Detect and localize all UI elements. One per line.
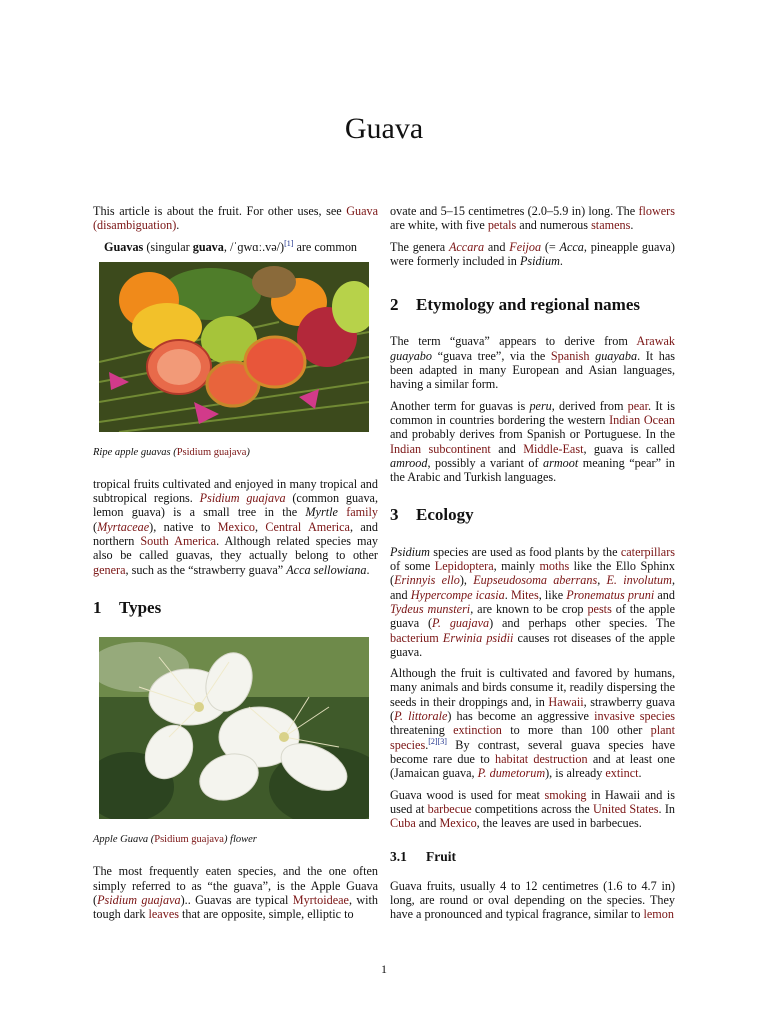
mexico-link[interactable]: Mexico [217,519,255,534]
accara-link[interactable]: Accara [448,239,485,254]
spanish-link[interactable]: Spanish [550,348,590,363]
plant-species-link[interactable]: plant species [390,723,675,752]
smoking-link[interactable]: smoking [544,787,587,802]
pests-link[interactable]: pests [587,601,612,616]
hypercompe-icasia-link[interactable]: Hypercompe icasia [410,587,505,602]
pear-link[interactable]: pear [627,398,648,413]
figure-1-caption: Ripe apple guavas (Psidium guajava) [93,446,250,458]
psidium-guajava-link[interactable]: Psidium guajava [176,446,247,458]
ecology-invasive-paragraph: Although the fruit is cultivated and favored by humans, many animals and birds consume it, readily dispersing the seeds in their droppings and, in Hawaii, strawberry guava (P. littorale) has become an aggressive invasive species threatening extinction to more than 100 other plant species.[2][3] By contrast, several guava species have become rare due to habitat destruction and at least one (Jamaican guava, P. dumetorum), is already extinct. [390,666,675,781]
mexico-link[interactable]: Mexico [439,816,477,831]
barbecue-link[interactable]: barbecue [427,801,472,816]
intro-paragraph: Guavas (singular guava, /ˈɡwɑː.və/)[1] are common [104,238,358,254]
ecology-paragraph: Psidium species are used as food plants by the caterpillars of some Lepidoptera, mainly moths like the Ello Sphinx (Erinnyis ello), Eupseudosoma aberrans, E. involutum, and Hypercompe icasia. Mites, like Pronematus pruni and Tydeus munsteri, are known to be crop pests of the apple guava (P. guajava) and perhaps other species. The bacterium Erwinia psidii causes rot diseases of the apple guava. [390,544,676,659]
section-heading-fruit: 3.1 Fruit [390,849,456,865]
figure-2-caption: Apple Guava (Psidium guajava) flower [93,834,257,846]
p-littorale-link[interactable]: P. littorale [394,709,448,724]
myrtaceae-link[interactable]: Myrtaceae [97,519,150,534]
bacterium-link[interactable]: bacterium [390,630,439,645]
extinction-link[interactable]: extinction [453,723,502,738]
tydeus-munsteri-link[interactable]: Tydeus munsteri [390,601,471,616]
flowers-link[interactable]: flowers [638,204,675,218]
erinnyis-ello-link[interactable]: Erinnyis ello [394,573,460,588]
petals-link[interactable]: petals [487,218,517,233]
page-number: 1 [381,962,387,976]
left-column [93,204,378,928]
psidium-guajava-link[interactable]: Psidium guajava [199,491,286,506]
leaves-link[interactable]: leaves [148,907,179,922]
united-states-link[interactable]: United States [592,801,659,816]
ripe-guavas-image [99,262,369,432]
etymology-paragraph: The term “guava” appears to derive from Arawak guayabo “guava tree”, via the Spanish guayaba. It has been adapted in many European and Asian languages, having a similar form. [390,334,675,392]
central-america-link[interactable]: Central America [265,519,350,534]
ecology-wood-paragraph: Guava wood is used for meat smoking in Hawaii and is used at barbecue competitions across the United States. In Cuba and Mexico, the leaves are used in barbecues. [390,787,675,831]
reference-1[interactable]: [1] [284,238,294,248]
indian-ocean-link[interactable]: Indian Ocean [609,412,675,427]
intro-paragraph-continued: tropical fruits cultivated and enjoyed in many tropical and subtropical regions. Psidium guajava (common guava, lemon guava) is a small tree in the Myrtle family (Myrtaceae), native to Mexico, Central America, and northern South America. Although related species may also be called guavas, they actually belong to other genera, such as the “strawberry guava” Acca sellowiana. [93,476,379,577]
arawak-link[interactable]: Arawak [636,334,675,349]
p-dumetorum-link[interactable]: P. dumetorum [477,766,546,781]
genera-paragraph: The genera Accara and Feijoa (= Acca, pineapple guava) were formerly included in Psidium. [390,239,675,268]
feijoa-link[interactable]: Feijoa [509,239,542,254]
fruit-paragraph: Guava fruits, usually 4 to 12 centimetres (1.6 to 4.7 in) long, are round or oval depending on the species. They have a pronounced and typical fragrance, similar to lemon [390,878,675,922]
habitat-destruction-link[interactable]: habitat destruction [495,751,588,766]
family-link[interactable]: family [346,505,379,520]
hawaii-link[interactable]: Hawaii [548,694,584,709]
reference-2-3[interactable]: [2][3] [428,736,447,746]
invasive-species-link[interactable]: invasive species [594,709,675,724]
regional-names-paragraph: Another term for guavas is peru, derived from pear. It is common in countries bordering the western Indian Ocean and probably derives from Spanish or Portuguese. In the Indian subcontinent and Middle-East, guava is called amrood, possibly a variant of armoot meaning “pear” in the Arabic and Turkish languages. [390,398,675,485]
lepidoptera-link[interactable]: Lepidoptera [434,559,494,574]
hatnote: This article is about the fruit. For other uses, see Guava (disambiguation). [93,204,378,233]
lemon-link[interactable]: lemon [643,907,674,922]
types-paragraph-continued: ovate and 5–15 centimetres (2.0–5.9 in) long. The flowers are white, with five petals and numerous stamens. [390,204,675,233]
indian-subcontinent-link[interactable]: Indian subcontinent [390,441,491,456]
south-america-link[interactable]: South America [140,534,217,549]
stamens-link[interactable]: stamens [591,218,631,233]
genera-link[interactable]: genera [93,562,126,577]
eupseudosoma-aberrans-link[interactable]: Eupseudosoma aberrans [473,573,598,588]
extinct-link[interactable]: extinct [605,766,639,781]
middle-east-link[interactable]: Middle-East [523,441,584,456]
cuba-link[interactable]: Cuba [390,816,416,831]
psidium-guajava-link[interactable]: Psidium guajava [97,892,181,907]
moths-link[interactable]: moths [539,559,570,574]
p-guajava-link[interactable]: P. guajava [432,616,490,631]
e-involutum-link[interactable]: E. involutum [606,573,672,588]
disambiguation-link[interactable]: Guava (disambiguation) [93,204,378,233]
erwinia-psidii-link[interactable]: Erwinia psidii [442,630,514,645]
myrtoideae-link[interactable]: Myrtoideae [292,892,349,907]
right-column [390,204,675,929]
section-heading-ecology: 3 Ecology [390,505,474,525]
section-heading-types: 1 Types [93,597,162,617]
types-paragraph: The most frequently eaten species, and the one often simply referred to as “the guava”, is the Apple Guava (Psidium guajava).. Guavas are typical Myrtoideae, with tough dark leaves that are opposite, simple, elliptic to [93,864,378,922]
pronematus-pruni-link[interactable]: Pronematus pruni [566,587,655,602]
psidium-guajava-link[interactable]: Psidium guajava [154,834,224,846]
page-title: Guava [344,112,424,145]
mites-link[interactable]: Mites [510,587,539,602]
section-heading-etymology: 2 Etymology and regional names [390,295,641,315]
guava-flower-image [99,637,369,819]
caterpillars-link[interactable]: caterpillars [620,544,675,559]
